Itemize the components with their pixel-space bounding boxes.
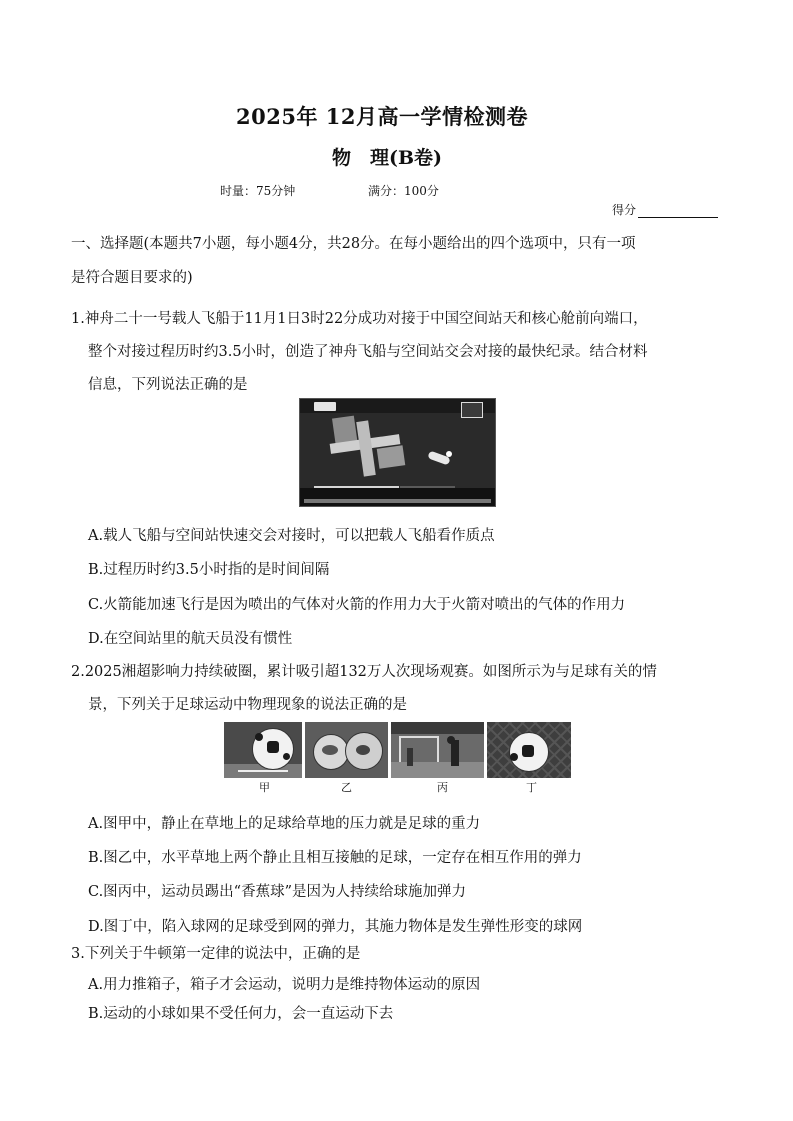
- caption-ding: 丁: [526, 781, 537, 794]
- q2-stem-line1: 2.2025湘超影响力持续破圈，累计吸引超132万人次现场观赛。如图所示为与足球有关的情: [71, 664, 657, 680]
- q2-option-b: B.图乙中，水平草地上两个静止且相互接触的足球，一定存在相互作用的弹力: [88, 850, 582, 866]
- q1-stem-line1: 1.神舟二十一号载人飞船于11月1日3时22分成功对接于中国空间站天和核心舱前向端口，: [71, 311, 648, 327]
- tv-badge-icon: [461, 402, 483, 418]
- photo-bing: [391, 722, 484, 778]
- exam-full-score: 满分：100分: [368, 184, 439, 198]
- football-icon: [313, 734, 349, 770]
- caption-bing: 丙: [437, 781, 448, 794]
- exam-time: 时量：75分钟: [220, 184, 296, 198]
- section-heading-line2: 是符合题目要求的): [71, 270, 193, 286]
- caption-jia: 甲: [259, 781, 270, 794]
- space-station-photo: [299, 398, 496, 507]
- q1-option-a: A.载人飞船与空间站快速交会对接时，可以把载人飞船看作质点: [88, 528, 495, 544]
- caption-yi: 乙: [341, 781, 352, 794]
- q3-stem-line1: 3.下列关于牛顿第一定律的说法中，正确的是: [71, 946, 361, 962]
- q3-option-b: B.运动的小球如果不受任何力，会一直运动下去: [88, 1006, 394, 1022]
- q1-option-b: B.过程历时约3.5小时指的是时间间隔: [88, 562, 330, 578]
- q1-stem-line2: 整个对接过程历时约3.5小时，创造了神舟飞船与空间站交会对接的最快纪录。结合材料: [88, 344, 648, 360]
- q2-option-a: A.图甲中，静止在草地上的足球给草地的压力就是足球的重力: [88, 816, 481, 832]
- photo-ding: [487, 722, 571, 778]
- player-icon: [451, 740, 459, 766]
- tv-logo-icon: [314, 402, 336, 411]
- score-field: [612, 201, 718, 218]
- q2-option-c: C.图丙中，运动员踢出“香蕉球”是因为人持续给球施加弹力: [88, 884, 467, 900]
- score-blank: [638, 203, 718, 218]
- q3-option-a: A.用力推箱子，箱子才会运动，说明力是维持物体运动的原因: [88, 977, 481, 993]
- q2-option-d: D.图丁中，陷入球网的足球受到网的弹力，其施力物体是发生弹性形变的球网: [88, 919, 583, 935]
- exam-title: 2025年 12月高一学情检测卷: [236, 104, 528, 129]
- q1-option-c: C.火箭能加速飞行是因为喷出的气体对火箭的作用力大于火箭对喷出的气体的作用力: [88, 597, 626, 613]
- football-icon: [252, 728, 294, 770]
- q1-option-d: D.在空间站里的航天员没有惯性: [88, 631, 293, 647]
- photo-jia: [224, 722, 302, 778]
- score-label: 得分: [612, 203, 637, 217]
- photo-yi: [305, 722, 388, 778]
- section-heading-line1: 一、选择题(本题共7小题，每小题4分，共28分。在每小题给出的四个选项中，只有一项: [71, 236, 636, 252]
- q1-stem-line3: 信息，下列说法正确的是: [88, 377, 248, 393]
- football-icon: [509, 732, 549, 772]
- football-icon: [345, 732, 383, 770]
- q2-stem-line2: 景，下列关于足球运动中物理现象的说法正确的是: [88, 697, 407, 713]
- exam-subtitle: 物 理(B卷): [332, 147, 443, 169]
